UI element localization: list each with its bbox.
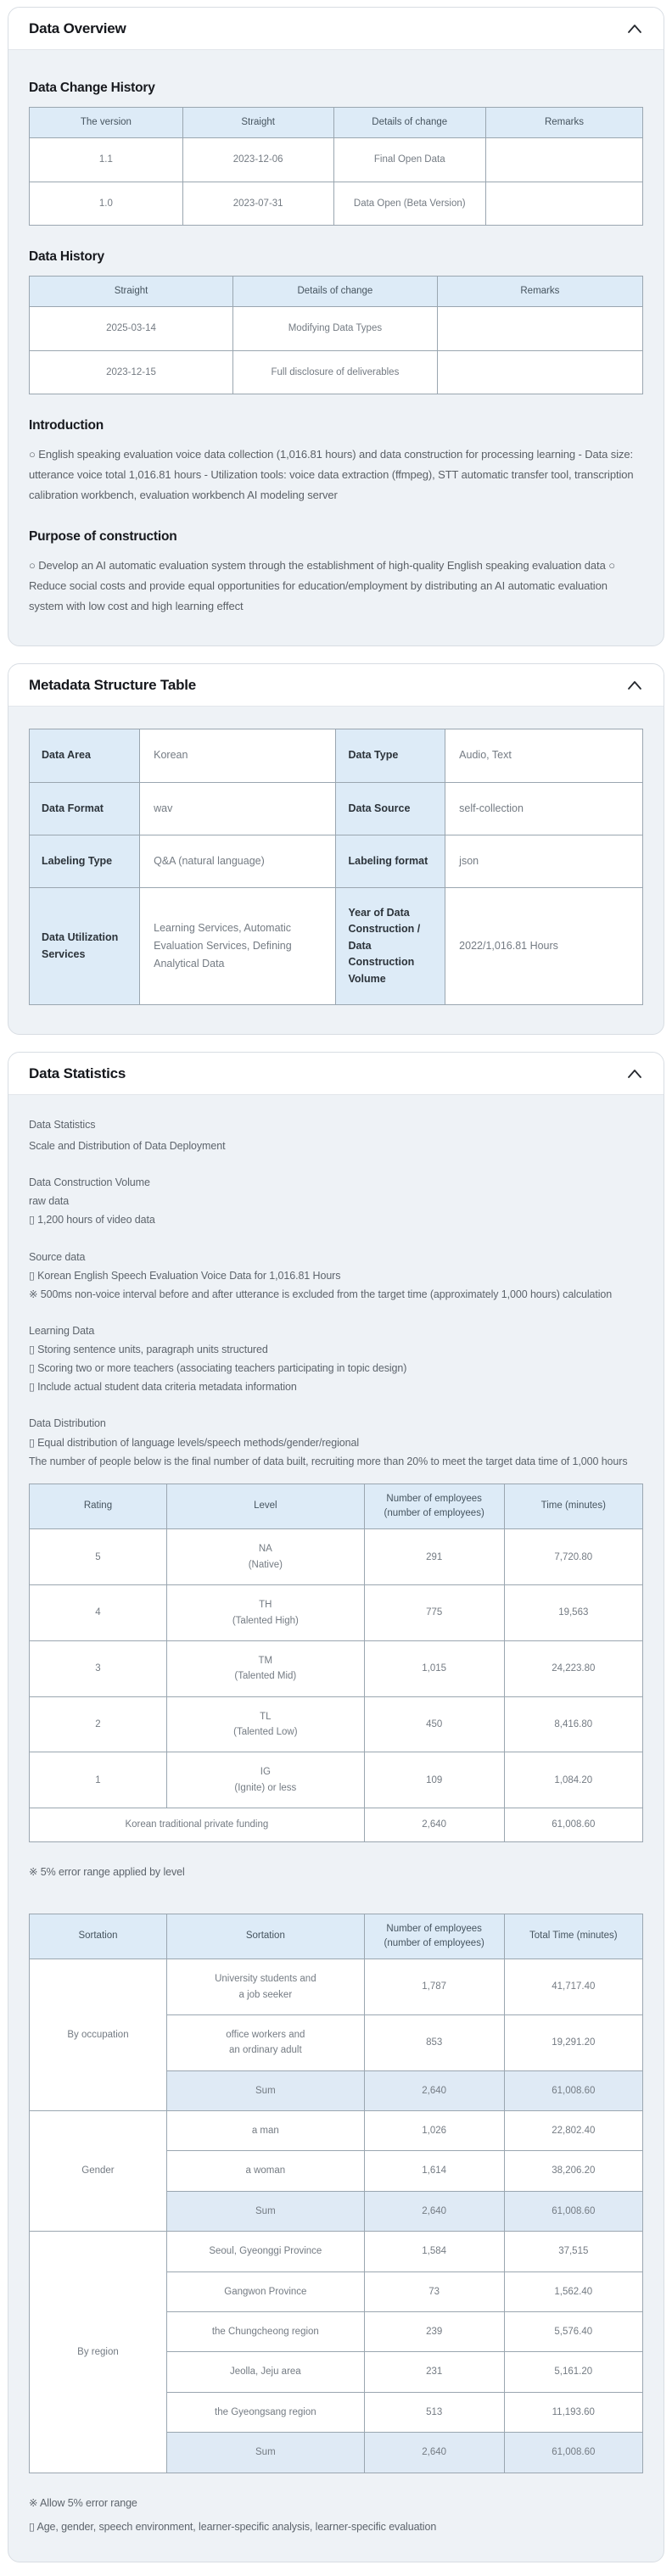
category-cell: University students and a job seeker bbox=[166, 1959, 364, 2015]
time-cell: 61,008.60 bbox=[504, 2433, 642, 2473]
category-cell: Seoul, Gyeonggi Province bbox=[166, 2232, 364, 2271]
category-cell: a woman bbox=[166, 2151, 364, 2191]
column-header: Remarks bbox=[437, 277, 642, 307]
table-cell: 1.0 bbox=[30, 182, 183, 225]
group-label-cell: By region bbox=[30, 2232, 167, 2473]
employee-count-cell: 1,015 bbox=[364, 1640, 504, 1696]
time-cell: 1,084.20 bbox=[504, 1752, 642, 1808]
statistics-intro-line: Scale and Distribution of Data Deployment bbox=[29, 1140, 226, 1153]
metadata-label-cell: Data Format bbox=[30, 782, 140, 835]
metadata-label-cell: Data Source bbox=[336, 782, 445, 835]
purpose-text: ○ Develop an AI automatic evaluation system through the establishment of high-quality English speaking evaluation data ○ Reduce social costs and provide equal opportunities for education/employment by distributing an AI automatic evaluation system with low cost and high learning effect bbox=[29, 559, 615, 613]
change-history-heading: Data Change History bbox=[29, 81, 155, 95]
column-header: Number of employees (number of employees) bbox=[364, 1484, 504, 1529]
statistics-groups bbox=[29, 1175, 643, 1469]
column-header: Rating bbox=[30, 1484, 167, 1529]
statistics-group bbox=[29, 1175, 643, 1227]
time-cell: 61,008.60 bbox=[504, 2070, 642, 2110]
introduction-text: ○ English speaking evaluation voice data collection (1,016.81 hours) and data construction for processing learning - Data size: utterance voice total 1,016.81 hours - Utilization tools: voice data extraction (ffmpeg), STT automatic transfer tool, transcription calibration workbench, evaluation workbench AI modeling server bbox=[29, 448, 634, 502]
category-cell: Sum bbox=[166, 2433, 364, 2473]
employee-count-cell: 1,026 bbox=[364, 2111, 504, 2151]
chevron-up-icon[interactable] bbox=[626, 1067, 643, 1081]
statistics-group-line: ▯ Storing sentence units, paragraph units structured bbox=[29, 1344, 268, 1356]
table-row bbox=[30, 182, 643, 225]
chevron-up-icon[interactable] bbox=[626, 22, 643, 36]
employee-count-cell: 513 bbox=[364, 2392, 504, 2432]
employee-count-cell: 1,614 bbox=[364, 2151, 504, 2191]
data-history-table bbox=[29, 276, 643, 394]
column-header: Details of change bbox=[333, 108, 485, 138]
time-cell: 19,291.20 bbox=[504, 2014, 642, 2070]
metadata-value-cell: wav bbox=[140, 782, 336, 835]
metadata-value-cell: json bbox=[445, 835, 643, 887]
chevron-up-icon[interactable] bbox=[626, 679, 643, 692]
statistics-intro-line: Data Statistics bbox=[29, 1118, 96, 1131]
statistics-group-heading: Data Construction Volume bbox=[29, 1176, 150, 1189]
table-row bbox=[30, 138, 643, 182]
rating-total-row bbox=[30, 1808, 643, 1841]
employee-count-cell: 1,584 bbox=[364, 2232, 504, 2271]
table-row bbox=[30, 350, 643, 394]
table-header-row bbox=[30, 108, 643, 138]
data-overview-header[interactable] bbox=[8, 8, 664, 50]
employee-count-cell: 2,640 bbox=[364, 2191, 504, 2231]
level-cell: IG (Ignite) or less bbox=[166, 1752, 364, 1808]
data-statistics-header[interactable] bbox=[8, 1053, 664, 1095]
statistics-group-line: The number of people below is the final number of data built, recruiting more than 20% to meet the target data time of 1,000 hours bbox=[29, 1455, 628, 1467]
table-cell: Data Open (Beta Version) bbox=[333, 182, 485, 225]
level-cell: NA (Native) bbox=[166, 1529, 364, 1585]
statistics-group-line: ▯ Include actual student data criteria metadata information bbox=[29, 1381, 297, 1394]
employee-count-cell: 2,640 bbox=[364, 2070, 504, 2110]
employee-count-cell: 291 bbox=[364, 1529, 504, 1585]
time-cell: 41,717.40 bbox=[504, 1959, 642, 2015]
group-label-cell: By occupation bbox=[30, 1959, 167, 2111]
employee-count-cell: 109 bbox=[364, 1752, 504, 1808]
level-cell: TH (Talented High) bbox=[166, 1585, 364, 1641]
table-cell bbox=[437, 350, 642, 394]
metadata-row bbox=[30, 782, 643, 835]
rating-cell: 5 bbox=[30, 1529, 167, 1585]
metadata-value-cell: Q&A (natural language) bbox=[140, 835, 336, 887]
column-header: Sortation bbox=[166, 1914, 364, 1959]
metadata-label-cell: Data Utilization Services bbox=[30, 888, 140, 1005]
metadata-structure-header[interactable] bbox=[8, 664, 664, 707]
time-cell: 24,223.80 bbox=[504, 1640, 642, 1696]
table-cell: 1.1 bbox=[30, 138, 183, 182]
statistics-group-line: ▯ Scoring two or more teachers (associating teachers participating in topic design) bbox=[29, 1362, 407, 1375]
level-cell: TM (Talented Mid) bbox=[166, 1640, 364, 1696]
metadata-value-cell: self-collection bbox=[445, 782, 643, 835]
column-header: Straight bbox=[182, 108, 333, 138]
table-header-row bbox=[30, 1484, 643, 1529]
introduction-heading: Introduction bbox=[29, 418, 104, 433]
column-header: Sortation bbox=[30, 1914, 167, 1959]
time-cell: 7,720.80 bbox=[504, 1529, 642, 1585]
metadata-label-cell: Labeling Type bbox=[30, 835, 140, 887]
statistics-group-line: ▯ 1,200 hours of video data bbox=[29, 1214, 155, 1227]
column-header: The version bbox=[30, 108, 183, 138]
column-header: Remarks bbox=[485, 108, 642, 138]
data-history-heading: Data History bbox=[29, 249, 104, 265]
data-statistics-card bbox=[8, 1052, 664, 2562]
rating-row bbox=[30, 1529, 643, 1585]
metadata-value-cell: Korean bbox=[140, 729, 336, 782]
rating-distribution-table bbox=[29, 1484, 643, 1842]
column-header: Straight bbox=[30, 277, 233, 307]
metadata-label-cell: Data Area bbox=[30, 729, 140, 782]
employee-count-cell: 2,640 bbox=[364, 2433, 504, 2473]
rating-cell: 4 bbox=[30, 1585, 167, 1641]
employee-count-cell: 239 bbox=[364, 2312, 504, 2352]
error-range-note: ※ Allow 5% error range bbox=[29, 2496, 137, 2509]
column-header: Details of change bbox=[233, 277, 438, 307]
table-cell: Full disclosure of deliverables bbox=[233, 350, 438, 394]
data-change-history-table bbox=[29, 107, 643, 226]
category-cell: the Chungcheong region bbox=[166, 2312, 364, 2352]
data-overview-card bbox=[8, 7, 664, 646]
time-cell: 22,802.40 bbox=[504, 2111, 642, 2151]
time-cell: 37,515 bbox=[504, 2232, 642, 2271]
time-cell: 8,416.80 bbox=[504, 1696, 642, 1752]
category-cell: office workers and an ordinary adult bbox=[166, 2014, 364, 2070]
table-cell: 2023-12-06 bbox=[182, 138, 333, 182]
time-cell: 38,206.20 bbox=[504, 2151, 642, 2191]
category-cell: the Gyeongsang region bbox=[166, 2392, 364, 2432]
statistics-group-line: ▯ Korean English Speech Evaluation Voice Data for 1,016.81 Hours bbox=[29, 1269, 341, 1282]
rating-cell: 3 bbox=[30, 1640, 167, 1696]
breakdown-row bbox=[30, 1959, 643, 2015]
group-label-cell: Gender bbox=[30, 2111, 167, 2232]
total-employee-count-cell: 2,640 bbox=[364, 1808, 504, 1841]
time-cell: 61,008.60 bbox=[504, 2191, 642, 2231]
statistics-group-heading: Source data bbox=[29, 1250, 86, 1263]
table-cell bbox=[485, 138, 642, 182]
table-cell bbox=[485, 182, 642, 225]
data-statistics-title: Data Statistics bbox=[29, 1064, 126, 1081]
metadata-value-cell: Audio, Text bbox=[445, 729, 643, 782]
rating-cell: 2 bbox=[30, 1696, 167, 1752]
data-overview-title: Data Overview bbox=[29, 20, 126, 36]
metadata-label-cell: Labeling format bbox=[336, 835, 445, 887]
category-cell: Sum bbox=[166, 2191, 364, 2231]
statistics-group-heading: Data Distribution bbox=[29, 1417, 106, 1430]
time-cell: 19,563 bbox=[504, 1585, 642, 1641]
time-cell: 11,193.60 bbox=[504, 2392, 642, 2432]
demographic-breakdown-table bbox=[29, 1914, 643, 2473]
employee-count-cell: 853 bbox=[364, 2014, 504, 2070]
employee-count-cell: 73 bbox=[364, 2271, 504, 2311]
metadata-table bbox=[29, 729, 643, 1005]
time-cell: 1,562.40 bbox=[504, 2271, 642, 2311]
statistics-group bbox=[29, 1249, 643, 1302]
metadata-row bbox=[30, 729, 643, 782]
fields-note: ▯ Age, gender, speech environment, learner-specific analysis, learner-specific evaluation bbox=[29, 2520, 437, 2533]
table-cell bbox=[437, 307, 642, 350]
rating-row bbox=[30, 1752, 643, 1808]
total-time-cell: 61,008.60 bbox=[504, 1808, 642, 1841]
employee-count-cell: 1,787 bbox=[364, 1959, 504, 2015]
breakdown-row bbox=[30, 2111, 643, 2151]
time-cell: 5,576.40 bbox=[504, 2312, 642, 2352]
metadata-value-cell: Learning Services, Automatic Evaluation Services, Defining Analytical Data bbox=[140, 888, 336, 1005]
metadata-label-cell: Year of Data Construction / Data Construction Volume bbox=[336, 888, 445, 1005]
statistics-group-line: ▯ Equal distribution of language levels/speech methods/gender/regional bbox=[29, 1436, 360, 1449]
purpose-heading: Purpose of construction bbox=[29, 529, 177, 545]
breakdown-row bbox=[30, 2232, 643, 2271]
column-header: Level bbox=[166, 1484, 364, 1529]
table-cell: 2023-07-31 bbox=[182, 182, 333, 225]
metadata-structure-title: Metadata Structure Table bbox=[29, 677, 197, 694]
statistics-group-line: ※ 500ms non-voice interval before and after utterance is excluded from the target time (approximately 1,000 hours) calculation bbox=[29, 1288, 613, 1300]
metadata-label-cell: Data Type bbox=[336, 729, 445, 782]
data-overview-body bbox=[8, 50, 664, 645]
rating-row bbox=[30, 1585, 643, 1641]
metadata-row bbox=[30, 888, 643, 1005]
employee-count-cell: 231 bbox=[364, 2352, 504, 2392]
table-row bbox=[30, 307, 643, 350]
rating-error-note: ※ 5% error range applied by level bbox=[29, 1865, 185, 1878]
column-header: Total Time (minutes) bbox=[504, 1914, 642, 1959]
total-label-cell: Korean traditional private funding bbox=[30, 1808, 365, 1841]
metadata-structure-body bbox=[8, 707, 664, 1034]
metadata-structure-card bbox=[8, 663, 664, 1035]
category-cell: Sum bbox=[166, 2070, 364, 2110]
table-cell: Final Open Data bbox=[333, 138, 485, 182]
category-cell: Jeolla, Jeju area bbox=[166, 2352, 364, 2392]
category-cell: Gangwon Province bbox=[166, 2271, 364, 2311]
metadata-value-cell: 2022/1,016.81 Hours bbox=[445, 888, 643, 1005]
table-header-row bbox=[30, 277, 643, 307]
level-cell: TL (Talented Low) bbox=[166, 1696, 364, 1752]
time-cell: 5,161.20 bbox=[504, 2352, 642, 2392]
statistics-group-line: raw data bbox=[29, 1195, 70, 1208]
rating-row bbox=[30, 1640, 643, 1696]
table-cell: 2025-03-14 bbox=[30, 307, 233, 350]
category-cell: a man bbox=[166, 2111, 364, 2151]
table-cell: Modifying Data Types bbox=[233, 307, 438, 350]
data-statistics-body bbox=[8, 1095, 664, 2562]
rating-cell: 1 bbox=[30, 1752, 167, 1808]
employee-count-cell: 775 bbox=[364, 1585, 504, 1641]
metadata-row bbox=[30, 835, 643, 887]
employee-count-cell: 450 bbox=[364, 1696, 504, 1752]
table-header-row bbox=[30, 1914, 643, 1959]
table-cell: 2023-12-15 bbox=[30, 350, 233, 394]
column-header: Time (minutes) bbox=[504, 1484, 642, 1529]
rating-row bbox=[30, 1696, 643, 1752]
statistics-group bbox=[29, 1323, 643, 1395]
statistics-intro bbox=[29, 1117, 643, 1154]
statistics-group bbox=[29, 1416, 643, 1468]
statistics-group-heading: Learning Data bbox=[29, 1324, 95, 1337]
column-header: Number of employees (number of employees) bbox=[364, 1914, 504, 1959]
